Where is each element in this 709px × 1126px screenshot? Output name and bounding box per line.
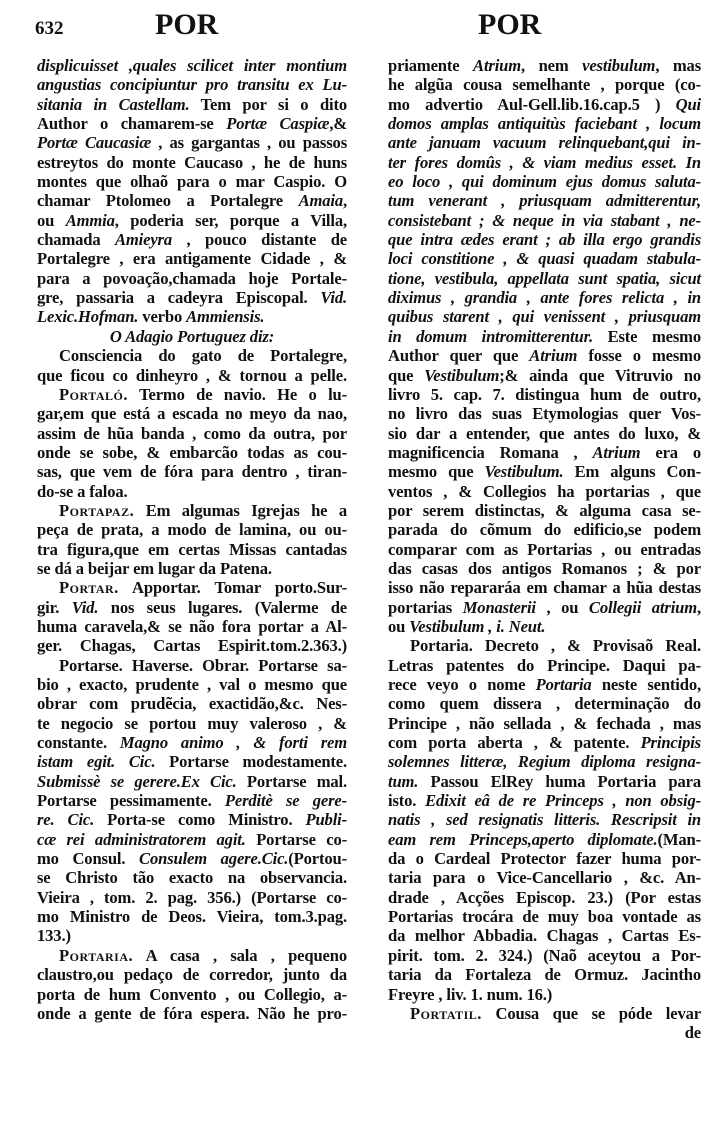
text-segment: isto. [388,791,426,811]
text-segment: (Man- [657,829,701,849]
text-line [388,540,701,559]
text-line [388,191,701,210]
text-segment: fosse o mesmo [577,346,701,366]
italic-text: istam egit. Cic. [37,752,156,772]
italic-text: Monasterii [462,597,536,617]
text-line [37,133,347,152]
text-segment: Cousa que se póde levar [481,1003,701,1023]
text-line [37,752,347,771]
text-segment: Portarse mal. [236,771,347,791]
page-number: 632 [35,18,64,39]
text-segment: ou [388,616,410,636]
italic-text: consistebant ; & neque in via stabant , ne- [388,210,701,230]
text-segment: Vieira , tom. 2. pag. 356.) (Portarse co- [37,887,347,907]
text-line [37,249,347,268]
text-line [37,366,347,385]
entry-headword: Portaria. [59,945,134,965]
text-segment: , nem [521,56,583,75]
text-segment: taria da Fortaleza de Ormuz. Jacintho [388,965,701,985]
text-segment: magnificencia Romana , [388,442,593,462]
text-segment: he algũa cousa semelhante , porque (co- [388,75,701,95]
left-text-column [37,56,347,1023]
text-segment: ger. Chagas, Cartas Espirit.tom.2.363.) [37,636,347,656]
italic-text: angustias concipiuntur pro transitu ex Lu- [37,75,347,95]
text-line [37,791,347,810]
text-line [37,849,347,868]
left-running-head: POR [155,8,219,41]
text-line [37,694,347,713]
text-line [388,752,701,771]
text-line [388,694,701,713]
text-segment: gir. [37,597,72,617]
italic-text: natis , sed resignatis litteris. Rescripsit in [388,810,701,830]
text-segment: das casas dos antigos Romanos ; & por [388,558,701,578]
text-line [37,540,347,559]
italic-text: Atrium [473,56,522,75]
text-line [388,443,701,462]
text-segment: ;& ainda que Vitruvio no [499,365,701,385]
text-line [388,307,701,326]
text-segment: nos seus lugares. (Valerme de [98,597,348,617]
right-running-head: POR [478,8,542,41]
text-segment: drade , Acções Episcop. 23.) (Por estas [388,887,701,907]
text-line [388,946,701,965]
text-segment: Passou ElRey huma Portaria para [418,771,701,791]
text-line [37,114,347,133]
text-segment: Tem por si o dito [189,94,347,114]
italic-text: tione, vestibula, appellata sunt spatia, sicut [388,268,701,288]
italic-text: Lexic.Hofman. [37,307,139,327]
text-segment: Apportar. Tomar porto.Sur- [118,578,347,598]
text-segment: se dá a beijar em lugar da Patena. [37,558,272,578]
italic-text: Vestibulum [424,365,500,385]
text-segment: taria para o Vice-Cancellario , &c. An- [388,868,701,888]
text-line [37,172,347,191]
italic-text: Vid. [71,597,99,617]
italic-text: diximus , grandia , ante fores relicta , in [388,288,701,308]
text-line [388,965,701,984]
text-segment: mesmo que [388,462,485,482]
text-segment: da o Cardeal Protector fazer huma por- [388,849,701,869]
text-line [37,482,347,501]
italic-text: Qui [675,94,701,114]
text-line [37,56,347,75]
text-segment: Letras patentes do Principe. Daqui pa- [388,655,701,675]
text-line [388,211,701,230]
text-segment: chamada [37,230,115,250]
text-line [388,288,701,307]
text-line [388,733,701,752]
italic-text: Collegii atrium [588,597,697,617]
text-line [37,230,347,249]
italic-text: tum venerant , priusquam admitterentur, [388,191,701,211]
text-segment: onde se sobe, & embarcão todas as cou- [37,442,347,462]
text-segment: da melhor Abbadia. Chagas , Cartas Es- [388,926,701,946]
text-segment: Portarse co- [245,829,347,849]
text-line [37,656,347,675]
entry-headword: Portatil. [410,1003,482,1023]
text-segment: Portarse pessimamente. [37,791,225,811]
text-line [37,346,347,365]
italic-text: re. Cic. [37,810,95,830]
italic-text: Edixit eâ de re Princeps , non obsig- [425,791,701,811]
text-segment: estreytos do monte Caucaso , he de huns [37,152,347,172]
text-line [37,153,347,172]
italic-text: Submissè se gerere.Ex Cic. [37,771,237,791]
text-line [388,675,701,694]
text-line [37,424,347,443]
text-segment: Portarse. Haverse. Obrar. Portarse sa- [59,655,347,675]
text-segment: mo Ministro de Deos. Vieira, tom.3.pag. [37,907,347,927]
text-line [37,888,347,907]
text-line [37,733,347,752]
text-line [388,772,701,791]
text-line [37,636,347,655]
text-line [388,1004,701,1023]
text-line [37,327,347,346]
text-line [388,985,701,1004]
text-segment: ,& [329,114,347,134]
text-line [388,346,701,365]
text-segment: por serem distinctas, & alguma casa se- [388,500,701,520]
text-line [388,598,701,617]
text-line [37,926,347,945]
text-line [37,598,347,617]
text-line [388,617,701,636]
italic-text: Principis [640,733,701,753]
italic-text: in domum intromitterentur. [388,326,593,346]
italic-text: Amieyra [114,230,173,250]
text-line [388,714,701,733]
text-segment: como quem dissera , determinação do [388,694,701,714]
text-line [388,1023,701,1042]
italic-text: Atrium [592,442,641,462]
italic-text: displicuisset ,quales scilicet inter montium [37,56,347,75]
italic-text: Portæ Caspiæ [226,114,330,134]
text-line [388,153,701,172]
text-line [388,907,701,926]
text-line [37,95,347,114]
text-segment: Este mesmo [592,326,701,346]
text-line [37,462,347,481]
text-line [388,791,701,810]
text-segment: comparar com as Portarias , ou entradas [388,539,701,559]
text-segment: Freyre , liv. 1. num. 16.) [388,984,553,1004]
italic-text: cæ rei administratorem agit. [37,829,246,849]
text-segment: claustro,ou pedaço de corredor, junto da [37,965,347,985]
italic-text: Vestibulum , i. Neut. [409,616,546,636]
text-segment: gre, passaria a cadeyra Episcopal. [37,288,321,308]
text-segment: te negocio se portou muy valeroso , & [37,713,347,733]
text-line [388,810,701,829]
text-line [388,249,701,268]
text-segment: com porta aberta , & patente. [388,733,641,753]
text-line [388,385,701,404]
text-line [388,656,701,675]
italic-text: Portæ Caucasiæ [37,133,152,153]
italic-text: ter fores domûs , & viam medius esset. In [388,152,701,172]
text-line [37,965,347,984]
text-line [388,269,701,288]
italic-text: vestibulum [582,56,656,75]
text-segment: rece veyo o nome [388,675,536,694]
text-segment: Principe , não sellada , & fechada , mas [388,713,701,733]
text-segment: livro 5. cap. 7. distingua hum de outro, [388,384,701,404]
text-segment: Portaria. Decreto , & Provisaõ Real. [410,636,701,656]
italic-text: Portaria [535,675,592,694]
text-line [388,636,701,655]
text-line [37,559,347,578]
text-segment: , [697,597,701,617]
text-line [37,868,347,887]
text-line [388,520,701,539]
text-line [388,868,701,887]
text-segment: que ficou co dinheyro , & tornou a pelle. [37,365,347,385]
text-segment: portarias [388,597,463,617]
text-line [388,366,701,385]
italic-text: Consulem agere.Cic. [139,849,289,869]
italic-text: eam rem Princeps,aperto diplomate. [388,829,658,849]
text-segment: sas, que vem de fóra para dentro , tiran- [37,462,347,482]
text-line [37,211,347,230]
text-segment: ventos , & Collegios ha portarias , que [388,481,701,501]
text-line [37,946,347,965]
italic-text: Ammia [65,210,115,230]
text-segment: montes que olhaõ para o mar Caspio. O [37,172,347,192]
text-line [388,462,701,481]
text-segment: huma caravela,& se não fora portar a Al- [37,616,347,636]
italic-text: quibus starent , qui venissent , priusquam [388,307,701,327]
text-line [388,75,701,94]
text-line [388,95,701,114]
text-segment: peça de prata, a modo de lamina, ou ou- [37,520,347,540]
italic-text: O Adagio Portuguez diz: [109,326,275,346]
text-line [37,675,347,694]
text-line [37,501,347,520]
text-segment: Em algumas Igrejas he a [134,500,347,520]
italic-text: Magno animo , & forti rem [119,733,347,753]
entry-headword: Portar. [59,578,119,598]
text-segment: verbo [138,307,187,327]
text-line [388,133,701,152]
entry-headword: Portapaz. [59,500,135,520]
italic-text: domos amplas antiquitùs faciebant , locum [388,114,701,134]
text-segment: constante. [37,733,120,753]
text-line [37,772,347,791]
text-line [37,578,347,597]
entry-headword: Portaló. [59,384,128,404]
text-segment: priamente [388,56,474,75]
text-segment: assim de hũa banda , como da outra, por [37,423,347,443]
text-line [388,424,701,443]
italic-text: loci constitione , & quasi quadam stabula- [388,249,701,269]
text-segment: mo Consul. [37,849,140,869]
text-segment: era o [640,442,701,462]
italic-text: ante januam vacuum relinquebant,qui in- [388,133,701,153]
text-segment: (Portou- [288,849,347,869]
text-line [37,307,347,326]
text-segment: bio , exacto, prudente , val o mesmo que [37,675,347,694]
italic-text: eo loco , qui dominum ejus domus saluta- [388,172,701,192]
text-segment: , ou [535,597,589,617]
text-segment: Portarias trocára de muy boa vontade as [388,907,701,927]
text-line [388,56,701,75]
text-segment: , as gargantas , ou passos [151,133,347,153]
text-line [388,830,701,849]
text-segment: Author o chamarem-se [37,114,227,134]
text-line [388,501,701,520]
text-line [37,75,347,94]
italic-text: tum. [388,771,419,791]
italic-text: Amaia [298,191,343,211]
text-line [37,617,347,636]
text-line [37,810,347,829]
text-segment: , mas [655,56,702,75]
text-segment: no livro das suas Etymologias quer Vos- [388,404,701,424]
italic-text: Ammiensis. [186,307,265,327]
italic-text: que intra ædes erant ; ab illa ergo grandis [388,230,701,250]
text-line [37,520,347,539]
text-line [37,385,347,404]
text-segment: parada do cõmum do edificio,se podem [388,520,701,540]
text-line [388,559,701,578]
text-line [37,191,347,210]
right-text-column [388,56,701,1043]
text-segment: ou [37,210,66,230]
text-segment: Em alguns Con- [563,462,701,482]
text-line [388,327,701,346]
text-segment: , poderia ser, porque a Villa, [114,210,347,230]
text-line [388,230,701,249]
text-segment: , pouco distante de [172,230,347,250]
text-segment: se Christo tão exacto na observancia. [37,868,347,888]
text-line [388,578,701,597]
text-line [37,269,347,288]
text-segment: Consciencia do gato de Portalegre, [59,346,347,366]
text-segment: Portarse modestamente. [155,752,347,772]
text-line [37,1004,347,1023]
text-segment: que [388,365,425,385]
text-line [37,907,347,926]
text-segment: isso não repararáa em chamar a hũa destas [388,578,701,598]
text-line [37,714,347,733]
text-line [388,482,701,501]
italic-text: Perditè se gere- [224,791,347,811]
text-segment: gar,em que está a escada no meyo da nao, [37,404,347,424]
text-segment: porta de hum Convento , ou Collegio, a- [37,984,347,1004]
text-segment: sio dar a entender, que antes do luxo, & [388,423,701,443]
text-segment: tra figura,que em certas Missas cantadas [37,539,347,559]
text-segment: mo advertio Aul-Gell.lib.16.cap.5 ) [388,94,676,114]
text-line [388,172,701,191]
text-segment: para a povoação,chamada hoje Portale- [37,268,347,288]
text-line [388,114,701,133]
text-line [388,404,701,423]
text-segment: Termo de navio. He o lu- [127,384,347,404]
text-segment: Porta-se como Ministro. [94,810,306,830]
text-line [37,288,347,307]
italic-text: solemnes litteræ, Regium diploma resigna- [388,752,701,772]
text-line [37,830,347,849]
text-line [37,985,347,1004]
text-line [37,404,347,423]
text-segment: obrar com prudẽcia, exactidão,&c. Nes- [37,694,347,714]
italic-text: Vid. [320,288,347,308]
text-segment: pirit. tom. 2. 324.) (Naõ aceytou a Por- [388,945,701,965]
text-segment: A casa , sala , pequeno [133,945,347,965]
italic-text: Publi- [305,810,347,830]
text-line [388,849,701,868]
text-line [388,888,701,907]
text-segment: do-se a faloa. [37,481,128,501]
text-segment: chamar Ptolomeo a Portalegre [37,191,299,211]
text-line [37,443,347,462]
text-segment: Portalegre , era antigamente Cidade , & [37,249,347,269]
text-segment: Author quer que [388,346,530,366]
text-segment: onde a gente de fóra espera. Não he pro- [37,1003,347,1023]
text-segment: , [343,191,347,211]
italic-text: Atrium [529,346,578,366]
text-segment: neste sentido, [591,675,701,694]
italic-text: Vestibulum. [484,462,564,482]
text-segment: de [684,1023,701,1043]
text-segment: 133.) [37,926,71,946]
text-line [388,926,701,945]
italic-text: sitania in Castellam. [37,94,190,114]
